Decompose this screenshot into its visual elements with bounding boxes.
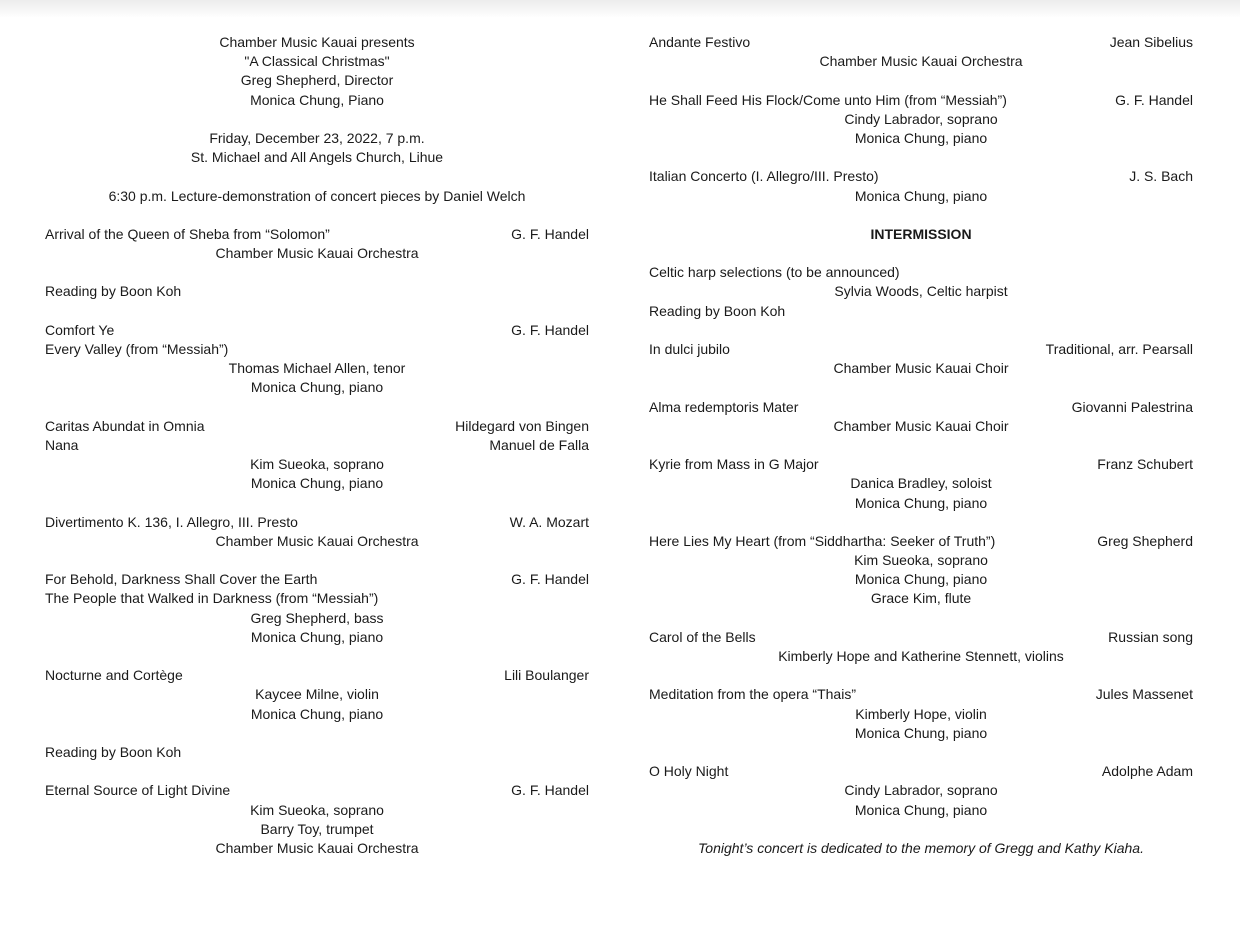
composer: Manuel de Falla	[489, 436, 589, 453]
director-line: Greg Shepherd, Director	[240, 72, 394, 89]
program-item	[649, 532, 1193, 551]
piece-title: Meditation from the opera “Thais”	[649, 686, 856, 703]
composer: Lili Boulanger	[504, 667, 589, 684]
reading-item: Reading by Boon Koh	[649, 302, 786, 319]
composer: Giovanni Palestrina	[1071, 398, 1193, 415]
program-item	[45, 436, 589, 455]
performer: Chamber Music Kauai Orchestra	[215, 245, 419, 262]
performer: Monica Chung, piano	[854, 724, 988, 741]
program-item	[45, 781, 589, 800]
date-line: Friday, December 23, 2022, 7 p.m.	[209, 129, 425, 146]
performer: Chamber Music Kauai Orchestra	[215, 532, 419, 549]
reading-item: Reading by Boon Koh	[45, 283, 182, 300]
piece-title: Nana	[45, 436, 79, 453]
performer: Chamber Music Kauai Orchestra	[215, 839, 419, 856]
composer: G. F. Handel	[511, 225, 589, 242]
dedication-line: Tonight’s concert is dedicated to the memory of Gregg and Kathy Kiaha.	[698, 839, 1144, 856]
piece-title: Every Valley (from “Messiah”)	[45, 341, 229, 357]
composer: W. A. Mozart	[509, 513, 589, 530]
composer: Hildegard von Bingen	[455, 417, 589, 434]
lecture-line: 6:30 p.m. Lecture-demonstration of concert pieces by Daniel Welch	[108, 187, 526, 204]
performer: Kaycee Milne, violin	[255, 686, 379, 703]
program-item	[649, 340, 1193, 359]
venue-line: St. Michael and All Angels Church, Lihue	[190, 149, 444, 166]
piece-title: O Holy Night	[649, 763, 729, 780]
program-item	[45, 417, 589, 436]
piece-title: Italian Concerto (I. Allegro/III. Presto)	[649, 168, 879, 185]
performer: Chamber Music Kauai Choir	[833, 360, 1009, 377]
performer: Monica Chung, piano	[854, 129, 988, 146]
performer: Monica Chung, piano	[854, 801, 988, 818]
performer: Danica Bradley, soloist	[850, 475, 992, 492]
composer: J. S. Bach	[1129, 168, 1193, 185]
intermission-heading: INTERMISSION	[870, 225, 972, 242]
piece-title: For Behold, Darkness Shall Cover the Earth	[45, 571, 318, 588]
concert-title: "A Classical Christmas"	[244, 53, 390, 70]
piece-title: In dulci jubilo	[649, 341, 730, 357]
performer: Barry Toy, trumpet	[260, 820, 374, 837]
performer: Greg Shepherd, bass	[250, 609, 384, 626]
program-item	[649, 762, 1193, 781]
performer: Kimberly Hope, violin	[855, 705, 987, 722]
piece-title: Arrival of the Queen of Sheba from “Solomon”	[45, 225, 330, 242]
program-left-column	[45, 33, 589, 858]
composer: Jules Massenet	[1095, 686, 1193, 703]
performer: Kimberly Hope and Katherine Stennett, violins	[778, 648, 1064, 664]
piece-title: Caritas Abundat in Omnia	[45, 417, 205, 434]
piece-title: Comfort Ye	[45, 321, 115, 338]
piece-title: Eternal Source of Light Divine	[45, 782, 231, 799]
piece-title: Here Lies My Heart (from “Siddhartha: Seeker of Truth”)	[649, 532, 996, 549]
performer: Cindy Labrador, soprano	[844, 782, 998, 799]
composer: Franz Schubert	[1097, 456, 1193, 473]
composer: G. F. Handel	[511, 571, 589, 588]
performer: Chamber Music Kauai Choir	[833, 417, 1009, 434]
performer: Sylvia Woods, Celtic harpist	[834, 283, 1008, 300]
piece-title: Alma redemptoris Mater	[649, 398, 799, 415]
piece-title: The People that Walked in Darkness (from “Messiah”)	[45, 590, 379, 607]
performer: Kim Sueoka, soprano	[854, 552, 988, 569]
program-item	[649, 91, 1193, 110]
performer: Grace Kim, flute	[870, 590, 972, 607]
performer: Thomas Michael Allen, tenor	[228, 360, 406, 377]
program-item	[649, 685, 1193, 704]
performer: Kim Sueoka, soprano	[250, 456, 384, 473]
presenter-line: Chamber Music Kauai presents	[219, 34, 415, 50]
composer: G. F. Handel	[511, 321, 589, 338]
pianist-line: Monica Chung, Piano	[250, 91, 384, 108]
program-item	[649, 398, 1193, 417]
piece-title: Nocturne and Cortège	[45, 667, 183, 684]
piece-title: He Shall Feed His Flock/Come unto Him (from “Messiah”)	[649, 91, 1007, 108]
composer: Greg Shepherd	[1097, 532, 1193, 549]
program-item	[45, 570, 589, 589]
composer: G. F. Handel	[1115, 91, 1193, 108]
program-item	[649, 455, 1193, 474]
program-right-column	[649, 33, 1193, 858]
composer: Jean Sibelius	[1109, 34, 1193, 50]
performer: Monica Chung, piano	[854, 494, 988, 511]
program-item	[45, 225, 589, 244]
program-item	[649, 167, 1193, 186]
performer: Cindy Labrador, soprano	[844, 110, 998, 127]
program-item	[45, 513, 589, 532]
performer: Monica Chung, piano	[250, 379, 384, 396]
program-item	[649, 33, 1193, 52]
performer: Monica Chung, piano	[250, 475, 384, 492]
program-item	[45, 321, 589, 340]
performer: Monica Chung, piano	[854, 571, 988, 588]
performer: Monica Chung, piano	[854, 187, 988, 204]
piece-title: Kyrie from Mass in G Major	[649, 456, 819, 473]
performer: Monica Chung, piano	[250, 628, 384, 645]
program-item	[45, 666, 589, 685]
performer: Chamber Music Kauai Orchestra	[819, 53, 1023, 70]
composer: G. F. Handel	[511, 782, 589, 799]
composer: Russian song	[1108, 628, 1193, 645]
performer: Monica Chung, piano	[250, 705, 384, 722]
piece-title: Andante Festivo	[649, 34, 751, 50]
composer: Adolphe Adam	[1101, 763, 1193, 780]
program-item	[649, 628, 1193, 647]
performer: Kim Sueoka, soprano	[250, 801, 384, 818]
piece-title: Carol of the Bells	[649, 628, 756, 645]
composer: Traditional, arr. Pearsall	[1045, 341, 1193, 357]
piece-title: Divertimento K. 136, I. Allegro, III. Presto	[45, 513, 298, 530]
piece-title: Celtic harp selections (to be announced)	[649, 264, 900, 281]
reading-item: Reading by Boon Koh	[45, 743, 182, 760]
